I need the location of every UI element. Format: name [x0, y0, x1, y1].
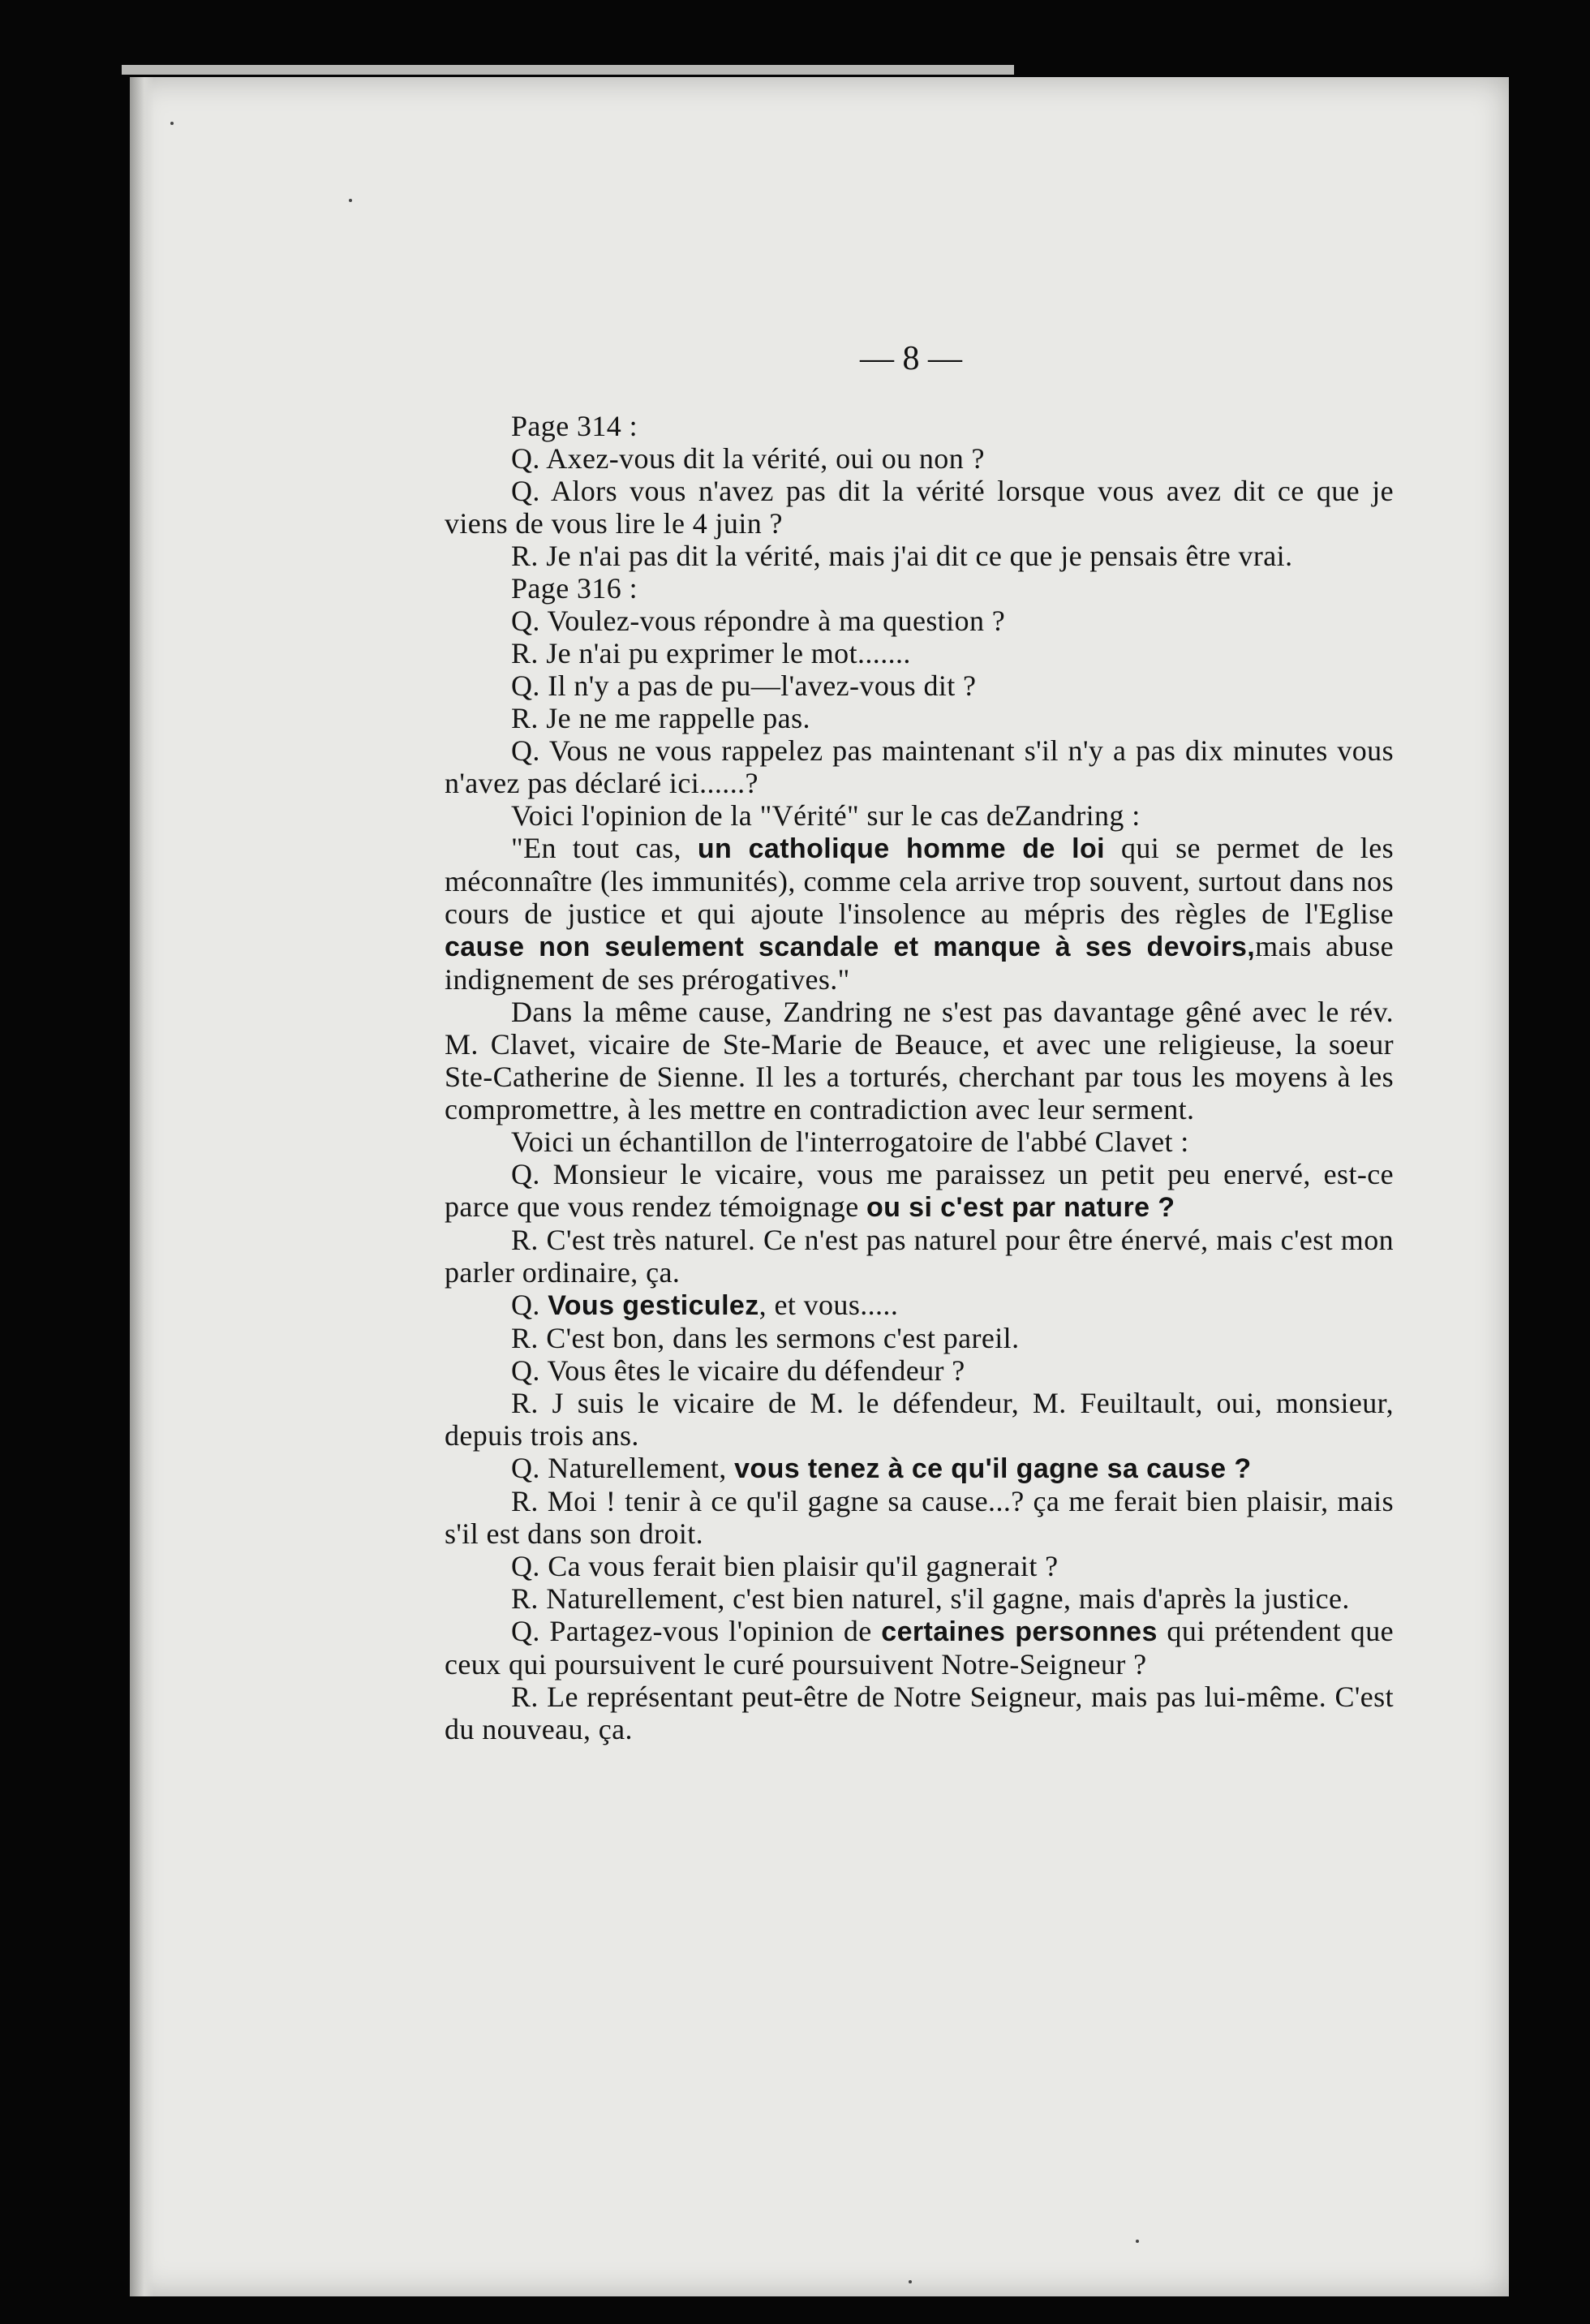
paragraph-p03 [445, 475, 1394, 540]
text-run: Q. Ca vous ferait bien plaisir qu'il gagnerait ? [511, 1550, 1059, 1582]
text-run: R. Je ne me rappelle pas. [511, 702, 810, 734]
paragraph-p07 [445, 637, 1394, 669]
paragraph-p16 [445, 1224, 1394, 1289]
bold-phrase: cause non seulement scandale et manque à ses devoirs, [445, 932, 1256, 962]
text-run: Q. [511, 1289, 548, 1321]
paragraph-p12 [445, 832, 1394, 996]
binding-shadow [130, 77, 154, 2296]
text-run: R. Moi ! tenir à ce qu'il gagne sa cause...? ça me ferait bien plaisir, mais s'il est dans son droit. [445, 1485, 1394, 1550]
paragraph-p24 [445, 1582, 1394, 1615]
paragraph-p02 [445, 442, 1394, 475]
text-run: R. Le représentant peut-être de Notre Seigneur, mais pas lui-même. C'est du nouveau, ça. [445, 1681, 1394, 1745]
bold-phrase: un catholique homme de loi [697, 833, 1106, 864]
text-run: Q. Vous êtes le vicaire du défendeur ? [511, 1354, 965, 1387]
text-run: Q. Axez-vous dit la vérité, oui ou non ? [511, 442, 985, 475]
text-run: , et vous..... [758, 1289, 899, 1321]
text-run: R. Je n'ai pu exprimer le mot....... [511, 637, 911, 669]
paragraph-p21 [445, 1452, 1394, 1485]
paragraph-p15 [445, 1158, 1394, 1224]
paragraph-p10 [445, 734, 1394, 799]
page-number: — 8 — [860, 340, 962, 377]
text-run: R. J suis le vicaire de M. le défendeur, M. Feuiltault, oui, monsieur, depuis trois ans. [445, 1387, 1394, 1452]
dust-speck [909, 2280, 912, 2283]
paragraph-p25 [445, 1615, 1394, 1681]
dust-speck [349, 199, 352, 202]
bold-phrase: certaines personnes [881, 1616, 1158, 1647]
text-run: R. Je n'ai pas dit la vérité, mais j'ai dit ce que je pensais être vrai. [511, 540, 1293, 572]
text-run: R. C'est bon, dans les sermons c'est pareil. [511, 1322, 1020, 1354]
bold-phrase: ou si c'est par nature ? [866, 1192, 1175, 1223]
text-run: Page 314 : [511, 410, 638, 442]
text-run: qui prétendent que ceux qui poursuivent le curé poursuivent Notre-Seigneur ? [445, 1615, 1394, 1681]
text-run: Q. Monsieur le vicaire, vous me paraissez un petit peu enervé, est-ce parce que vous rendez témoignage [445, 1158, 1394, 1223]
text-run: R. C'est très naturel. Ce n'est pas naturel pour être énervé, mais c'est mon parler ordinaire, ça. [445, 1224, 1394, 1289]
body-text [445, 410, 1394, 1745]
text-run: Q. Vous ne vous rappelez pas maintenant s'il n'y a pas dix minutes vous n'avez pas déclaré ici......? [445, 734, 1394, 799]
text-run: Q. Voulez-vous répondre à ma question ? [511, 605, 1006, 637]
paragraph-p23 [445, 1550, 1394, 1582]
paragraph-p14 [445, 1125, 1394, 1158]
text-run: mais abuse indignement de ses prérogatives." [445, 930, 1394, 996]
paragraph-p09 [445, 702, 1394, 734]
dust-speck [170, 122, 174, 125]
paragraph-p06 [445, 605, 1394, 637]
paragraph-p17 [445, 1289, 1394, 1322]
paragraph-p04 [445, 540, 1394, 572]
text-run: Q. Alors vous n'avez pas dit la vérité lorsque vous avez dit ce que je viens de vous lire le 4 juin ? [445, 475, 1394, 540]
paragraph-p11 [445, 799, 1394, 832]
text-run: Voici l'opinion de la "Vérité" sur le cas deZandring : [511, 799, 1141, 832]
text-run: Voici un échantillon de l'interrogatoire de l'abbé Clavet : [511, 1125, 1189, 1158]
paragraph-p18 [445, 1322, 1394, 1354]
text-run: R. Naturellement, c'est bien naturel, s'il gagne, mais d'après la justice. [511, 1582, 1350, 1615]
dust-speck [1136, 2240, 1139, 2243]
paragraph-p13 [445, 996, 1394, 1125]
paragraph-p01 [445, 410, 1394, 442]
paragraph-p19 [445, 1354, 1394, 1387]
text-run: Page 316 : [511, 572, 638, 605]
paragraph-p22 [445, 1485, 1394, 1550]
text-run: qui se permet de les méconnaître (les immunités), comme cela arrive trop souvent, surtout dans nos cours de justice et qui ajoute l'insolence au mépris des règles de l'Eglise [445, 832, 1394, 930]
text-run: Q. Naturellement, [511, 1452, 735, 1484]
paragraph-p26 [445, 1681, 1394, 1745]
paragraph-p05 [445, 572, 1394, 605]
paragraph-p08 [445, 669, 1394, 702]
paragraph-p20 [445, 1387, 1394, 1452]
page-top-edge [122, 65, 1014, 75]
text-run: Dans la même cause, Zandring ne s'est pas davantage gêné avec le rév. M. Clavet, vicaire de Ste-Marie de Beauce, et avec une religieuse, la soeur Ste-Catherine de Sienne. Il les a torturés, cherchant par tous les moyens à les compromettre, à les mettre en contradiction avec leur serment. [445, 996, 1394, 1125]
bold-phrase: vous tenez à ce qu'il gagne sa cause ? [734, 1453, 1252, 1484]
text-run: Q. Partagez-vous l'opinion de [511, 1615, 882, 1647]
bold-phrase: Vous gesticulez [548, 1290, 759, 1321]
text-run: Q. Il n'y a pas de pu—l'avez-vous dit ? [511, 669, 977, 702]
text-run: "En tout cas, [511, 832, 698, 864]
